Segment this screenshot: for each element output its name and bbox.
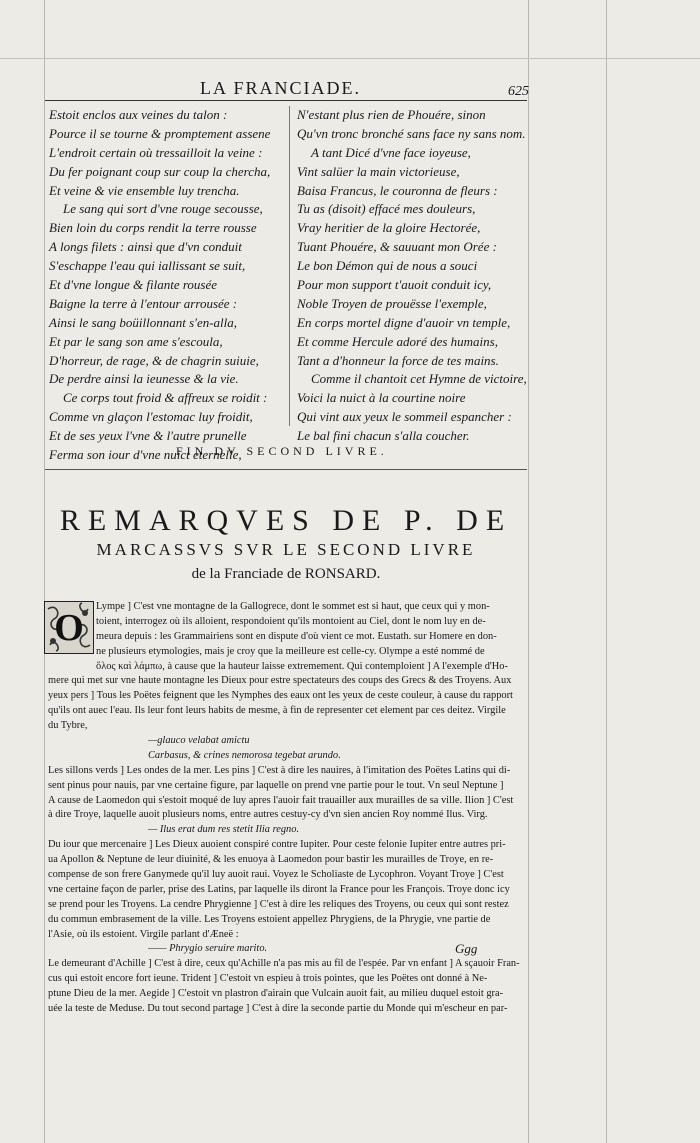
- note-line: Du iour que mercenaire ] Les Dieux auoient conspiré contre Iupiter. Pour ceste felonie Iupiter entre autres pri-: [48, 839, 506, 851]
- header-rule: [45, 100, 527, 101]
- note-line: du commun embrasement de la ville. Les Troyens estoient appellez Phrygiens, de la Phrygie, vne partie de: [48, 913, 491, 925]
- note-line: ne plusieurs etymologies, mais je croy que la meilleure est celle-cy. Olympe a esté nommé de: [96, 645, 485, 657]
- poem-line: A longs filets : ainsi que d'vn conduit: [49, 239, 242, 255]
- page-number: 625: [508, 84, 529, 99]
- note-quote: Carbasus, & crines nemorosa tegebat arundo.: [148, 749, 341, 761]
- poem-line: Baigne la terre à l'entour arrousée :: [49, 295, 238, 311]
- note-line: A cause de Laomedon qui s'estoit moqué de luy apres l'auoir fait trauailler aux murailles de sa ville. Ilion ] C'est: [48, 794, 514, 806]
- note-line: ὅλος καὶ λάμπω, à cause que la hauteur laisse extremement. Qui contemploient ] A l'exemple d'Ho-: [96, 660, 508, 672]
- note-line: Les sillons verds ] Les ondes de la mer. Les pins ] C'est à dire les nauires, à l'imitation des Poëtes Latins qui di-: [48, 764, 511, 776]
- poem-line: Et veine & vie ensemble luy trencha.: [49, 182, 240, 198]
- note-line: compense de son frere Ganymede qu'il luy auoit raui. Voyez le Scholiaste de Lycophron. Voyant Troye ] C'est: [48, 869, 504, 881]
- poem-line: Baisa Francus, le couronna de fleurs :: [297, 182, 498, 198]
- note-quote: — Ilus erat dum res stetit Ilia regno.: [148, 824, 300, 836]
- poem-line: Vint salüer la main victorieuse,: [297, 163, 460, 179]
- poem-line: N'estant plus rien de Phouére, sinon: [297, 107, 486, 122]
- poem-line: D'horreur, de rage, & de chagrin suiuie,: [49, 352, 259, 368]
- note-line: vne certaine façon de parler, prise des Latins, par laquelle ils diront la France pour les François. Troye donc icy: [48, 883, 510, 895]
- poem-column-right: [297, 106, 527, 446]
- poem-line: Bien loin du corps rendit la terre rousse: [49, 220, 257, 236]
- remarks-title: REMARQVES DE P. DE: [59, 504, 513, 537]
- note-line: mere qui met sur vne haute montagne les Dieux pour estre spectateurs des coups des Grecs & des Troyens. Aux: [48, 675, 512, 687]
- note-line: ua Apollon & Neptune de leur diuinité, & les enuoya à Laomedon pour bastir les murailles de Troye, en re-: [48, 854, 494, 866]
- poem-line: Comme vn glaçon l'estomac luy froidit,: [49, 409, 253, 425]
- poem-line: Le bon Démon qui de nous a souci: [297, 258, 478, 274]
- poem-column-left: [49, 106, 270, 465]
- section-rule: [45, 469, 527, 470]
- poem-line: Tant a d'honneur la force de tes mains.: [297, 352, 499, 368]
- poem-line: Et d'vne longue & filante rousée: [49, 277, 218, 293]
- note-line: yeux pers ] Tous les Poëtes feignent que les Nymphes des eaux ont les yeux de ceste couleur, à cause du rapport: [48, 690, 513, 702]
- column-rule-right: [528, 0, 529, 1143]
- note-line: ptune Dieu de la mer. Aegide ] C'estoit vn plastron d'airain que Vulcain auoit fait, au milieu duquel estoit gra-: [48, 988, 504, 1000]
- poem-line: Comme il chantoit cet Hymne de victoire,: [311, 371, 527, 387]
- poem-line: Tuant Phouére, & sauuant mon Orée :: [297, 239, 497, 255]
- note-line: se prend pour les Troyens. La cendre Phrygienne ] C'est à dire les reliques des Troyens, ou ceux qui sont restez: [48, 898, 509, 910]
- poem-line: De perdre ainsi la ieunesse & la vie.: [49, 371, 239, 387]
- remarks-subtitle: MARCASSVS SVR LE SECOND LIVRE: [96, 540, 476, 559]
- note-line: uée la teste de Meduse. Du tout second partage ] C'est à dire la seconde partie du Monde qui m'escheur en par-: [48, 1003, 508, 1015]
- end-of-book-label: FIN DV SECOND LIVRE.: [176, 444, 388, 458]
- running-title: LA FRANCIADE.: [200, 78, 362, 98]
- poem-line: En corps mortel digne d'auoir vn temple,: [297, 314, 511, 330]
- poem-line: Estoit enclos aux veines du talon :: [49, 107, 228, 122]
- top-rule: [0, 58, 700, 59]
- margin-rule: [606, 0, 607, 1143]
- note-line: toient, interrogez où ils alloient, respondoient qu'ils montoient au Ciel, dont le nom luy en de-: [96, 615, 486, 627]
- poem-line: Qui vint aux yeux le sommeil espancher :: [297, 409, 512, 425]
- catchword: Ggg: [455, 941, 478, 956]
- note-quote: —— Phrygio seruire marito.: [148, 943, 268, 955]
- note-line: Le demeurant d'Achille ] C'est à dire, ceux qu'Achille n'a pas mis au fil de l'espée. Par vn enfant ] A sçauoir Fran-: [48, 958, 520, 970]
- note-line: du Tybre,: [48, 720, 88, 732]
- poem-column-divider: [289, 106, 290, 426]
- note-quote: —glauco velabat amictu: [148, 735, 250, 747]
- poem-line: Noble Troyen de prouësse l'exemple,: [297, 295, 487, 311]
- poem-line: Pource il se tourne & promptement assene: [49, 125, 271, 141]
- poem-line: Le bal fini chacun s'alla coucher.: [297, 428, 470, 444]
- poem-line: Qu'vn tronc bronché sans face ny sans nom.: [297, 125, 526, 141]
- poem-line: Tu as (disoit) effacé mes douleurs,: [297, 201, 476, 217]
- remarks-subtitle-2: de la Franciade de RONSARD.: [191, 566, 381, 582]
- poem-line: A tant Dicé d'vne face ioyeuse,: [311, 144, 471, 160]
- poem-line: L'endroit certain où tressailloit la veine :: [49, 144, 263, 160]
- poem-line: Voici la nuict à la courtine noire: [297, 390, 466, 406]
- note-line: sent pinus pour nauis, par vne certaine figure, par laquelle on prend vne partie pour le tout. Vn seul Neptune ]: [48, 779, 504, 791]
- dropcap-letter: O: [54, 607, 84, 649]
- poem-line: S'eschappe l'eau qui iallissant se suit,: [49, 258, 246, 274]
- poem-line: Pour mon support t'auoit conduit icy,: [297, 277, 492, 293]
- note-line: cus qui estoit encore fort ieune. Trident ] C'estoit vn espieu à trois pointes, que les Poëtes ont donné à Ne-: [48, 973, 488, 985]
- note-line: Lympe ] C'est vne montagne de la Gallogrece, dont le sommet est si haut, que ceux qui y mon-: [96, 601, 490, 612]
- note-line: qu'ils ont auec l'eau. Ils leur font leurs habits de mesme, à fin de representer cet element par ces deitez. Virgile: [48, 705, 506, 717]
- poem-line: Et de ses yeux l'vne & l'autre prunelle: [49, 428, 247, 444]
- note-line: meura depuis : les Grammairiens sont en dispute d'où vient ce mot. Eustath. sur Homere en don-: [96, 630, 497, 642]
- poem-line: Ce corps tout froid & affreux se roidit :: [63, 390, 268, 406]
- poem-line: Ainsi le sang boüillonnant s'en-alla,: [49, 314, 238, 330]
- note-line: à dire Troye, laquelle auoit plusieurs noms, entre autres cestuy-cy d'vn sien ancien Roy nommé Ilus. Virg.: [48, 809, 488, 821]
- poem-line: Et par le sang son ame s'escoula,: [49, 333, 223, 349]
- poem-line: Ferma son iour d'vne nuict eternelle,: [49, 447, 242, 463]
- poem-line: Du fer poignant coup sur coup la chercha,: [49, 163, 271, 179]
- poem-line: Et comme Hercule adoré des humains,: [297, 333, 498, 349]
- poem-line: Le sang qui sort d'vne rouge secousse,: [63, 201, 263, 217]
- poem-line: Vray heritier de la gloire Hectorée,: [297, 220, 481, 236]
- note-line: l'Asie, où ils estoient. Virgile parlant d'Æneë :: [48, 928, 239, 940]
